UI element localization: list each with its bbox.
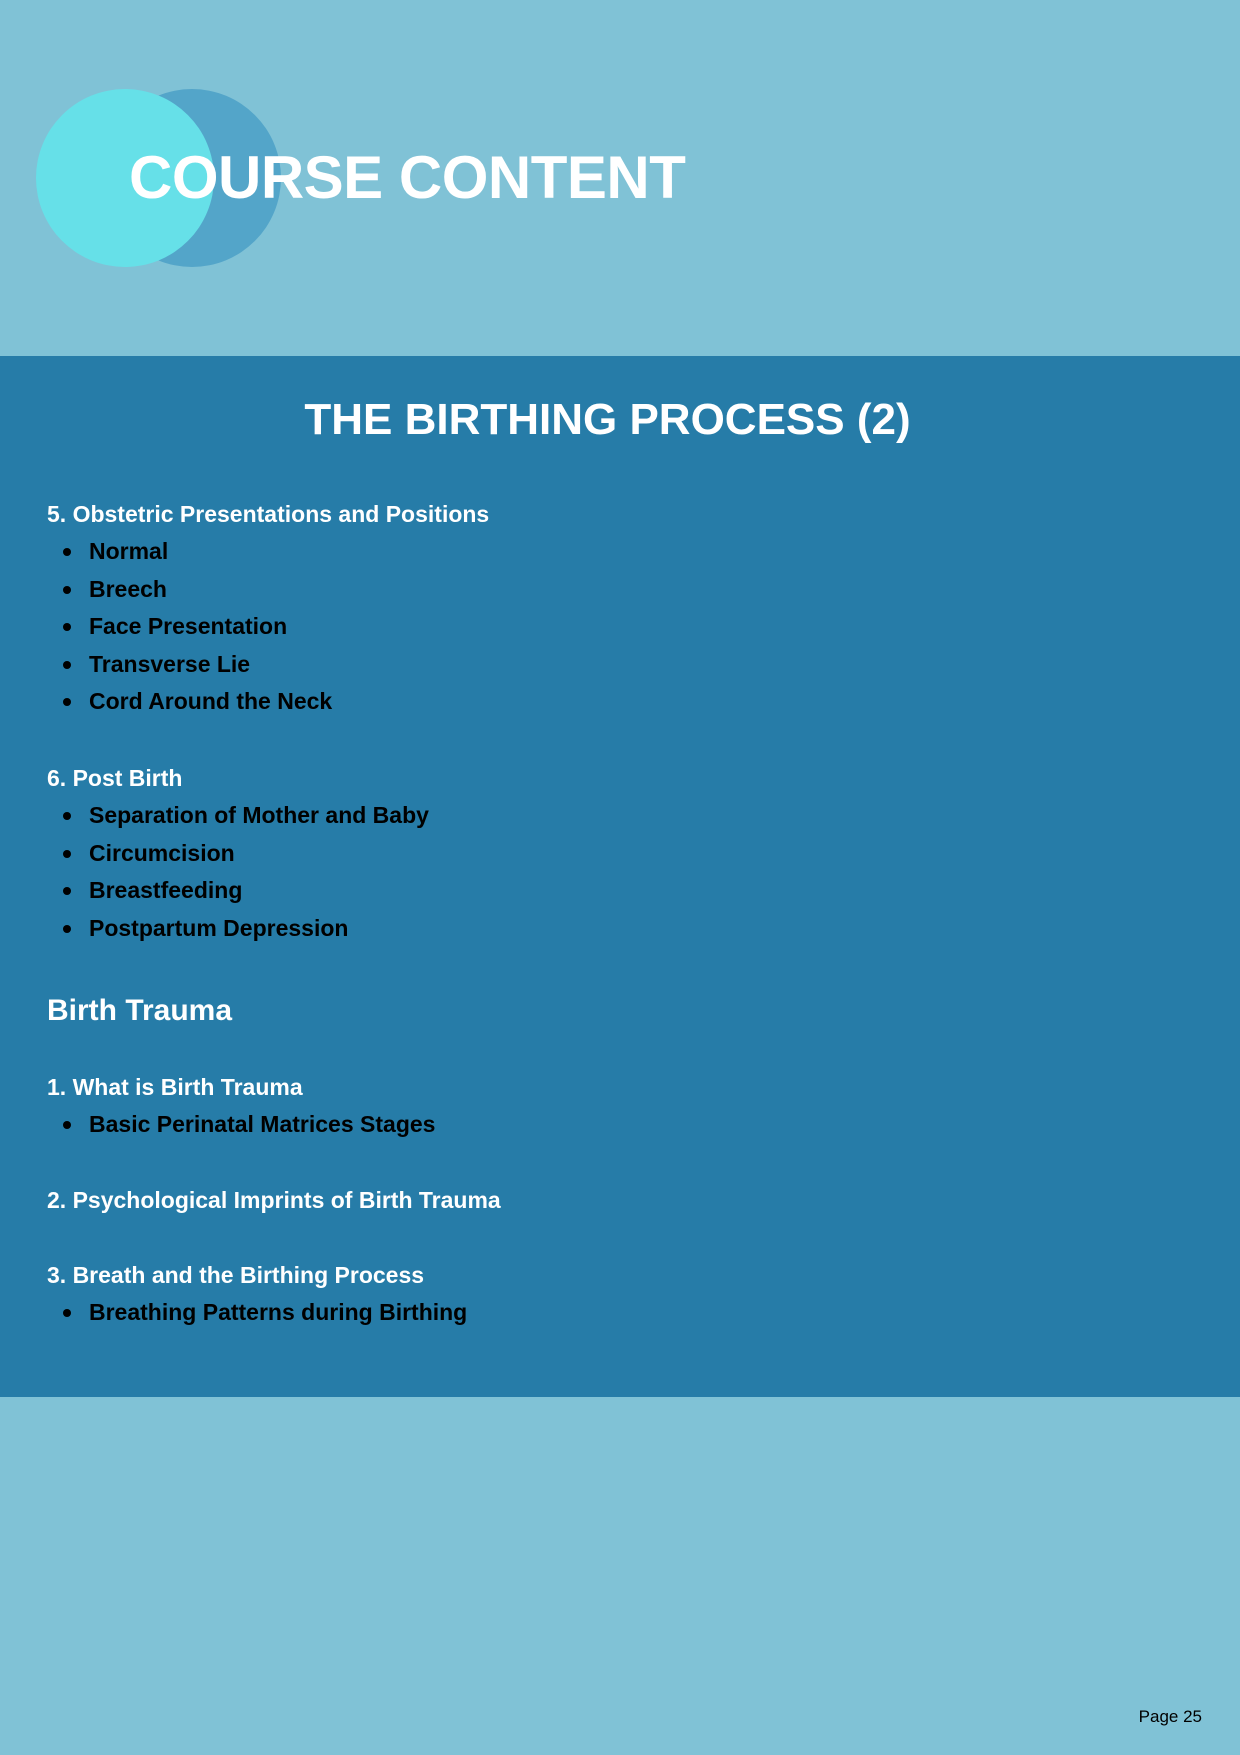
list-item — [47, 608, 489, 646]
section-title: THE BIRTHING PROCESS (2) — [304, 395, 911, 444]
bullet-icon — [63, 850, 71, 858]
bullet-icon — [63, 812, 71, 820]
list-item-label: Breech — [89, 575, 167, 602]
list-item-label: Basic Perinatal Matrices Stages — [89, 1111, 436, 1137]
content-group-breath-birthing-process — [47, 1257, 467, 1332]
list-item — [47, 872, 429, 910]
list-item-label: Transverse Lie — [89, 650, 251, 677]
bullet-icon — [63, 887, 71, 895]
bullet-list — [47, 1106, 435, 1144]
bullet-list — [47, 1294, 467, 1332]
list-item-label: Breathing Patterns during Birthing — [89, 1299, 468, 1325]
group-heading: 3. Breath and the Birthing Process — [47, 1262, 425, 1288]
list-item — [47, 646, 489, 684]
content-group-obstetric-presentations — [47, 496, 489, 721]
bullet-icon — [63, 623, 71, 631]
group-heading: 2. Psychological Imprints of Birth Trauma — [47, 1187, 501, 1213]
list-item — [47, 533, 489, 571]
list-item — [47, 683, 489, 721]
content-group-post-birth — [47, 760, 429, 947]
list-item-label: Cord Around the Neck — [89, 688, 333, 714]
bullet-icon — [63, 661, 71, 669]
list-item — [47, 910, 429, 948]
page-number: Page 25 — [1138, 1707, 1202, 1726]
group-heading: 1. What is Birth Trauma — [47, 1074, 303, 1100]
page-title: COURSE CONTENT — [129, 144, 686, 211]
bullet-list — [47, 797, 429, 947]
bullet-icon — [63, 1121, 71, 1129]
bullet-list — [47, 533, 489, 721]
list-item — [47, 797, 429, 835]
group-heading: 6. Post Birth — [47, 765, 183, 791]
list-item-label: Circumcision — [89, 839, 235, 866]
content-group-psychological-imprints — [47, 1182, 501, 1219]
list-item — [47, 1106, 435, 1144]
bullet-icon — [63, 548, 71, 556]
list-item — [47, 835, 429, 873]
list-item-label: Normal — [89, 538, 169, 564]
group-heading: 5. Obstetric Presentations and Positions — [47, 501, 490, 527]
content-group-what-is-birth-trauma — [47, 1069, 435, 1144]
list-item-label: Postpartum Depression — [89, 914, 349, 941]
list-item-label: Face Presentation — [89, 613, 288, 639]
bullet-icon — [63, 925, 71, 933]
list-item — [47, 1294, 467, 1332]
bullet-icon — [63, 586, 71, 594]
list-item-label: Separation of Mother and Baby — [89, 802, 429, 828]
bullet-icon — [63, 698, 71, 706]
subsection-heading-block — [47, 989, 232, 1033]
list-item — [47, 571, 489, 609]
list-item-label: Breastfeeding — [89, 877, 243, 903]
bullet-icon — [63, 1309, 71, 1317]
subsection-title: Birth Trauma — [47, 994, 233, 1027]
